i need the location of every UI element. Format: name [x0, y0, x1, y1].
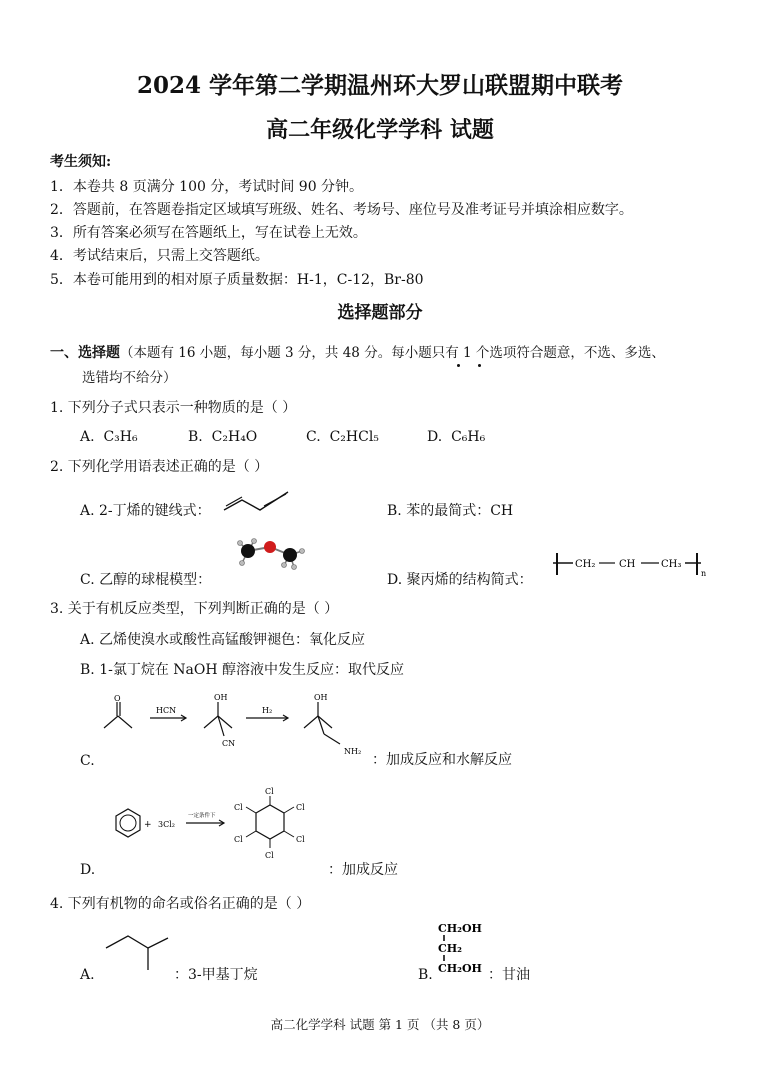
q1-option-a: A. C₃H₆: [80, 429, 138, 445]
svg-text:Cl: Cl: [296, 835, 305, 844]
svg-text:3Cl₂: 3Cl₂: [158, 820, 175, 829]
notice-item-2: 2．答题前，在答题卷指定区域填写班级、姓名、考场号、座位号及准考证号并填涂相应数字。: [50, 202, 633, 218]
svg-text:H₂: H₂: [262, 706, 273, 715]
part1-heading-line: [50, 344, 665, 362]
q4-option-b-text: ：甘油: [488, 967, 530, 983]
page-footer: 高二化学学科 试题 第 1 页 （共 8 页）: [270, 1017, 490, 1032]
polypropylene-formula: [553, 550, 713, 580]
svg-text:n: n: [701, 569, 707, 578]
part1-heading: 一、选择题: [50, 345, 120, 361]
q3-option-d-letter: D.: [80, 862, 96, 878]
svg-text:OH: OH: [214, 693, 228, 702]
q3-c-reaction-scheme: [96, 688, 386, 760]
page-subtitle: 高二年级化学学科 试题: [266, 117, 494, 143]
q1-option-c: C. C₂HCl₅: [306, 429, 379, 445]
svg-text:一定条件下: 一定条件下: [188, 813, 216, 819]
q3-d-reaction-scheme: [100, 786, 330, 870]
svg-text:HCN: HCN: [156, 706, 177, 715]
q3-stem: 3. 关于有机反应类型，下列判断正确的是（ ）: [50, 601, 339, 617]
q4-option-b-letter: B.: [418, 967, 433, 983]
notice-item-4: 4．考试结束后，只需上交答题纸。: [50, 248, 269, 264]
q4-stem: 4. 下列有机物的命名或俗名正确的是（ ）: [50, 896, 311, 912]
svg-text:Cl: Cl: [265, 851, 274, 860]
q4-option-a-text: ：3-甲基丁烷: [174, 967, 258, 983]
section-title: 选择题部分: [337, 303, 423, 323]
svg-text:CH: CH: [619, 559, 636, 570]
q3-option-d-text: ：加成反应: [328, 862, 398, 878]
q3-option-b: B. 1-氯丁烷在 NaOH 醇溶液中发生反应：取代反应: [80, 662, 405, 678]
q2-option-d: D. 聚丙烯的结构简式：: [387, 572, 533, 588]
svg-text:CH₂: CH₂: [575, 559, 596, 570]
q4-option-a-letter: A.: [80, 967, 95, 983]
notice-heading: 考生须知:: [50, 154, 112, 170]
q1-stem: 1. 下列分子式只表示一种物质的是（ ）: [50, 400, 297, 416]
svg-text:CH₃: CH₃: [661, 559, 682, 570]
notice-item-5: 5．本卷可能用到的相对原子质量数据：H-1，C-12，Br-80: [50, 272, 424, 288]
q2-option-a: A. 2-丁烯的键线式：: [80, 503, 211, 519]
part1-desc-1: （本题有 16 小题，每小题 3 分，共 48 分。每小题只有 1 个选项符合题意，不选、多选、: [120, 345, 665, 361]
emphasis-dot: [457, 364, 460, 367]
svg-text:O: O: [114, 694, 121, 703]
q2-option-b: B. 苯的最简式：CH: [387, 503, 514, 519]
svg-text:Cl: Cl: [296, 803, 305, 812]
q3-option-a: A. 乙烯使溴水或酸性高锰酸钾褪色：氧化反应: [80, 632, 366, 648]
svg-text:CH₂OH: CH₂OH: [438, 962, 482, 975]
q4-b-structural-formula: [436, 918, 496, 982]
svg-text:CH₂OH: CH₂OH: [438, 922, 482, 935]
svg-text:Cl: Cl: [265, 787, 274, 796]
notice-item-1: 1．本卷共 8 页满分 100 分，考试时间 90 分钟。: [50, 179, 364, 195]
svg-text:Cl: Cl: [234, 835, 243, 844]
notice-item-3: 3．所有答案必须写在答题纸上，写在试卷上无效。: [50, 225, 367, 241]
q2-stem: 2. 下列化学用语表述正确的是（ ）: [50, 459, 269, 475]
emphasis-dot: [478, 364, 481, 367]
butene-skeletal-formula: [222, 488, 292, 514]
q4-a-skeletal-formula: [102, 928, 172, 974]
q3-option-c-text: ：加成反应和水解反应: [372, 752, 512, 768]
svg-text:OH: OH: [314, 693, 328, 702]
q1-option-d: D. C₆H₆: [427, 429, 486, 445]
page-title: 2024 学年第二学期温州环大罗山联盟期中联考: [136, 72, 624, 99]
svg-text:+: +: [144, 820, 152, 830]
svg-text:Cl: Cl: [234, 803, 243, 812]
part1-desc-2: 选错均不给分）: [82, 370, 177, 386]
svg-text:CN: CN: [222, 739, 236, 748]
q1-option-b: B. C₂H₄O: [188, 429, 258, 445]
q3-option-c-letter: C.: [80, 753, 95, 769]
svg-text:CH₂: CH₂: [438, 942, 462, 955]
ethanol-ball-stick-model: [232, 537, 308, 579]
svg-text:NH₂: NH₂: [344, 747, 362, 756]
q2-option-c: C. 乙醇的球棍模型：: [80, 572, 212, 588]
